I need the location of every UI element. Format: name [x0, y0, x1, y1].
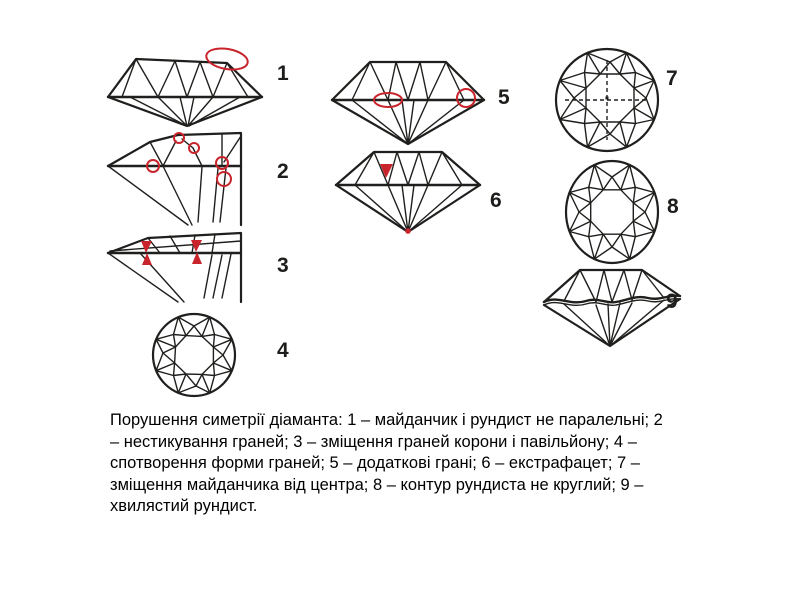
defect-culet-mark [405, 228, 411, 234]
figure-8-top-view-noncircular-girdle [558, 158, 668, 266]
figure-1-label: 1 [277, 62, 289, 85]
caption [110, 410, 710, 518]
figure-5-side-view-extra-facets [326, 52, 490, 146]
figure-7-label: 7 [666, 67, 678, 90]
figure-3-label: 3 [277, 254, 289, 277]
figure-1-side-view-table-tilt [100, 46, 270, 130]
figure-9-side-view-wavy-girdle [540, 262, 685, 350]
figure-7-top-view-table-offset [553, 46, 663, 156]
center-crosshair-dashed [565, 60, 649, 140]
figure-2-label: 2 [277, 160, 289, 183]
caption-line: Порушення симетрії діаманта: 1 – майданчик і рундист не паралельні; 2 [110, 411, 663, 429]
figure-5-label: 5 [498, 86, 510, 109]
center-mark [606, 97, 609, 100]
defect-ellipse-mark [205, 46, 250, 72]
figure-4-top-view-distorted [142, 308, 246, 404]
caption-line: зміщення майданчика від центра; 8 – контур рундиста не круглий; 9 – [110, 475, 644, 494]
figure-3-crown-pavilion-shift [100, 228, 260, 314]
figure-2-facet-junction-defects [100, 122, 260, 234]
figure-6-label: 6 [490, 189, 502, 212]
figure-8-label: 8 [667, 195, 679, 218]
figure-9-label: 9 [666, 290, 678, 313]
caption-line: – нестикування граней; 3 – зміщення граней корони і павільйону; 4 – [110, 432, 637, 451]
figure-6-side-view-extra-facet [330, 136, 486, 236]
caption-line: спотворення форми граней; 5 – додаткові грані; 6 – екстрафацет; 7 – [110, 454, 640, 472]
defect-circle-mark [457, 89, 475, 107]
caption-line: хвилястий рундист. [110, 497, 258, 515]
figure-4-label: 4 [277, 339, 289, 362]
